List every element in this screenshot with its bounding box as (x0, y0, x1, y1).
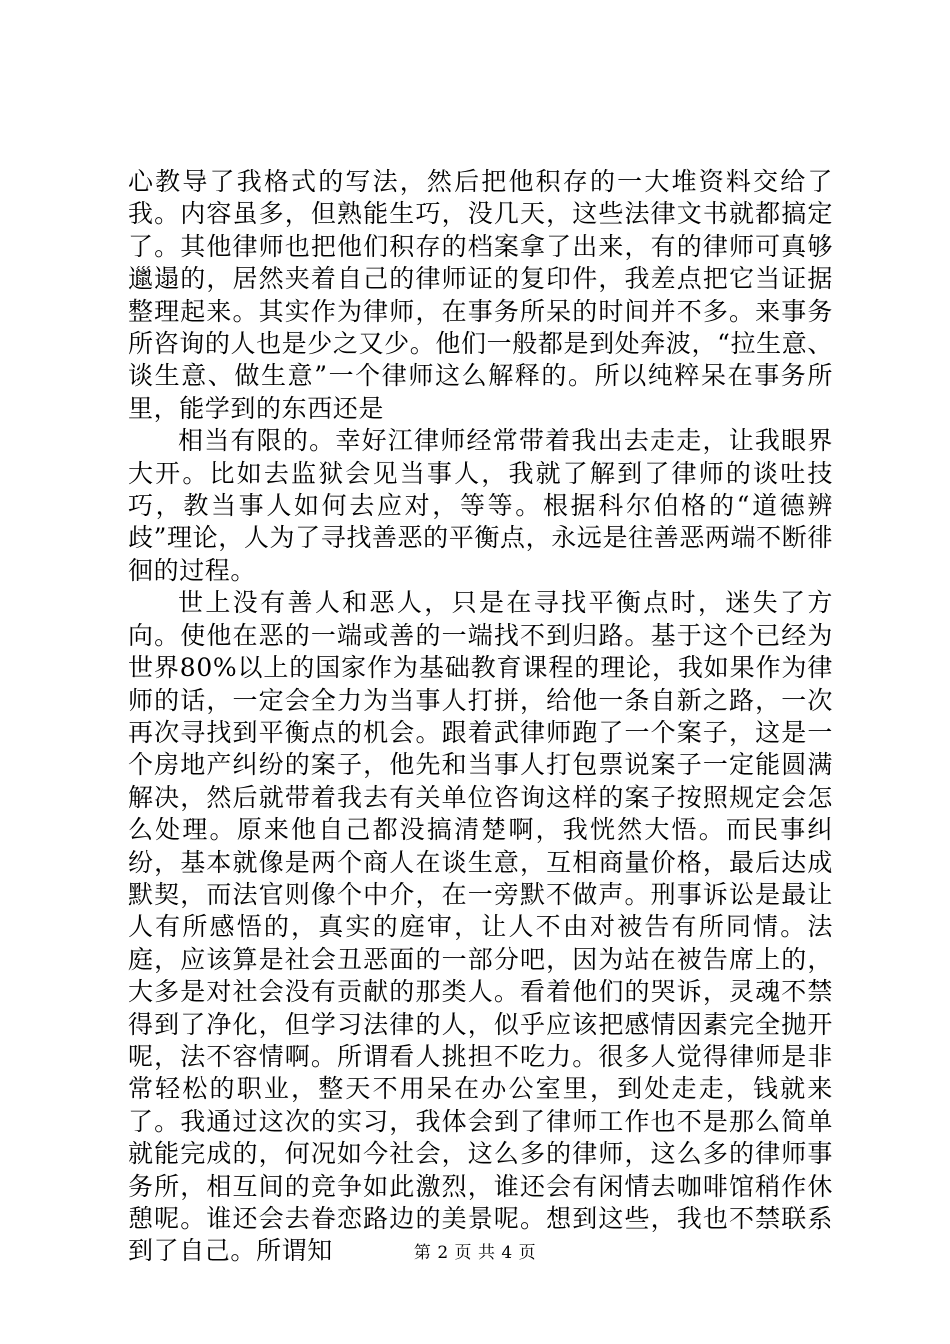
document-body (128, 166, 833, 1268)
page-number-footer: 第 2 页 共 4 页 (413, 1243, 537, 1263)
paragraph: 世上没有善人和恶人，只是在寻找平衡点时，迷失了方向。使他在恶的一端或善的一端找不到归路。基于这个已经为世界80%以上的国家作为基础教育课程的理论，我如果作为律师的话，一定会全力为当事人打拼，给他一条自新之路，一次再次寻找到平衡点的机会。跟着武律师跑了一个案子，这是一个房地产纠纷的案子，他先和当事人打包票说案子一定能圆满解决，然后就带着我去有关单位咨询这样的案子按照规定会怎么处理。原来他自己都没搞清楚啊，我恍然大悟。而民事纠纷，基本就像是两个商人在谈生意，互相商量价格，最后达成默契，而法官则像个中介，在一旁默不做声。刑事诉讼是最让人有所感悟的，真实的庭审，让人不由对被告有所同情。法庭，应该算是社会丑恶面的一部分吧，因为站在被告席上的，大多是对社会没有贡献的那类人。看着他们的哭诉，灵魂不禁得到了净化，但学习法律的人，似乎应该把感情因素完全抛开呢，法不容情啊。所谓看人挑担不吃力。很多人觉得律师是非常轻松的职业，整天不用呆在办公室里，到处走走，钱就来了。我通过这次的实习，我体会到了律师工作也不是那么简单就能完成的，何况如今社会，这么多的律师，这么多的律师事务所，相互间的竞争如此激烈，谁还会有闲情去咖啡馆稍作休憩呢。谁还会去眷恋路边的美景呢。想到这些，我也不禁联系到了自己。所谓知 (128, 588, 833, 1266)
paragraph: 相当有限的。幸好江律师经常带着我出去走走，让我眼界大开。比如去监狱会见当事人，我就了解到了律师的谈吐技巧，教当事人如何去应对，等等。根据科尔伯格的“道德辨歧”理论，人为了寻找善恶的平衡点，永远是往善恶两端不断徘徊的过程。 (128, 426, 833, 585)
paragraph-continued: 心教导了我格式的写法，然后把他积存的一大堆资料交给了我。内容虽多，但熟能生巧，没几天，这些法律文书就都搞定了。其他律师也把他们积存的档案拿了出来，有的律师可真够邋遢的，居然夹着自己的律师证的复印件，我差点把它当证据整理起来。其实作为律师，在事务所呆的时间并不多。来事务所咨询的人也是少之又少。他们一般都是到处奔波，“拉生意、谈生意、做生意”一个律师这么解释的。所以纯粹呆在事务所里，能学到的东西还是 (128, 167, 833, 423)
